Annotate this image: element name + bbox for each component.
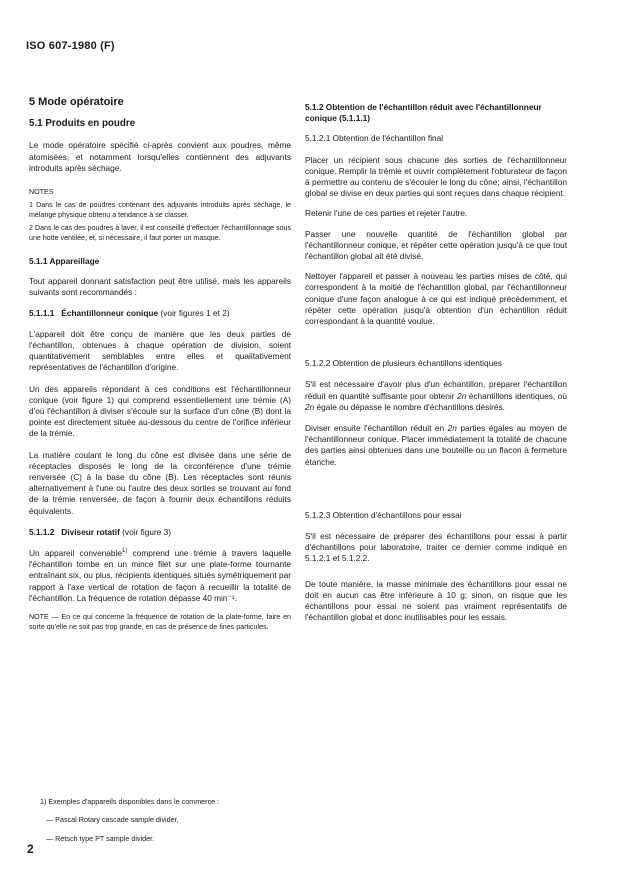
paragraph-divide — [305, 423, 567, 468]
section-5-1-1-2-heading — [29, 527, 291, 538]
note-rotation-text: NOTE — En ce qui concerne la fréquence de rotation de la plate-forme, faire en sorte qu'elle ne soit pas trop grande, en cas de présence de fines particules. — [29, 613, 291, 632]
paragraph-cone-description: Un des appareils répondant à ces conditions est l'échantillonneur conique (voir figure 1) qui comprend essentiellement une trémie (A) d'où l'échantillon à diviser s'écoule sur la surface d'un cône (B) dont la pointe est directement située au-dessous du centre de l'orifice inférieur de la trémie. — [29, 383, 291, 439]
notes-block — [29, 187, 291, 243]
document-header: ISO 607-1980 (F) — [26, 40, 115, 52]
q6-text-a: Diviser ensuite l'échantillon réduit en — [305, 423, 448, 434]
q5-var-2n-a: 2n — [457, 390, 467, 401]
notes-title: NOTES — [29, 188, 54, 197]
paragraph-rotary-divider — [29, 548, 291, 604]
q5-text-a: S'il est nécessaire d'avoir plus d'un échantillon, préparer l'échantillon réduit en quantité suffisante pour obtenir — [305, 379, 567, 401]
section-5-1-1-2-number: 5.1.1.2 — [29, 526, 55, 537]
footnote-ref-1: 1) — [122, 548, 128, 555]
paragraph-repeat: Passer une nouvelle quantité de l'échantillon global par l'échantillonneur conique, et répéter cette opération jusqu'à ce que tout l'échantillon global ait été divisé. — [305, 228, 567, 262]
paragraph-retain: Retenir l'une de ces parties et rejeter l'autre. — [305, 208, 468, 219]
paragraph-minimum-mass: De toute manière, la masse minimale des échantillons pour essai ne doit en aucun cas être inférieure à 10 g; sinon, on risque que les échantillons pour essai ne soient pas vraiment représentatifs de l'échantillon global et donc inutilisables pour les essais. — [305, 578, 567, 623]
right-column — [305, 102, 567, 624]
paragraph-test-samples: S'il est nécessaire de préparer des échantillons pour essai à partir d'échantillons pour laboratoire, traiter ce dernier comme indiqué en 5.1.2.1 et 5.1.2.2. — [305, 531, 567, 564]
rotary-text-end: comprend une trémie à travers laquelle l'échantillon tombe en un mince filet sur une plate-forme tournante entraînant six, ou plus, récipients identiques situés symétriquement par rapport à l'axe vertical de rotation de façon à recueillir la totalité de l'échantillon. La fréquence de rotation dépasse 40 min⁻¹. — [29, 548, 291, 603]
section-5-1-heading: 5.1 Produits en poudre — [29, 118, 136, 130]
footnote-item-2: — Retsch type PT sample divider. — [46, 834, 155, 843]
section-5-1-1-2-ref: (voir figure 3) — [122, 526, 172, 537]
paragraph-place-recipient: Placer un récipient sous chacune des sorties de l'échantillonneur conique. Remplir la trémie et ouvrir complètement l'obturateur de façon à permettre au contenu de s'écouler le long du cône; ainsi, l'échantillon global se divise en deux parties qui sont reçues dans chaque récipient. — [305, 154, 567, 199]
section-5-1-1-1-title: Échantillonneur conique — [61, 307, 159, 318]
section-5-1-1-heading: 5.1.1 Appareillage — [29, 256, 100, 267]
footnote-item-1: — Pascal Rotary cascade sample divider, — [46, 815, 179, 824]
note-1: 1 Dans le cas de poudres contenant des adjuvants introduits après séchage, le mélange physique obtenu a tendance à se classer. — [29, 201, 291, 220]
paragraph-clean: Nettoyer l'appareil et passer à nouveau les parties mises de côté, qui correspondent à la moitié de l'échantillon global, par l'échantillonneur conique d'une façon analogue à ce qui est indiqué précédemment, et répéter cette opération jusqu'à obtention d'un échantillon réduit correspondant à la quantité voulue. — [305, 271, 567, 327]
paragraph-multiple-samples — [305, 379, 567, 413]
section-5-1-1-1-heading — [29, 308, 291, 319]
q5-text-c: égale ou dépasse le nombre d'échantillons désirés. — [314, 401, 505, 412]
paragraph-intro: Le mode opératoire spécifié ci-après convient aux poudres, même atomisées, et notamment lorsqu'elles contiennent des adjuvants introduits après séchage. — [29, 140, 291, 173]
note-2: 2 Dans le cas des poudres à laver, il est conseillé d'effectuer l'échantillonnage sous une hotte ventilée, et, si nécessaire, il faut porter un masque. — [29, 224, 291, 243]
section-5-1-2-3-heading: 5.1.2.3 Obtention d'échantillons pour essai — [305, 509, 462, 520]
q6-text-b: parties égales au moyen de l'échantillonneur conique. Placer immédiatement la totalité de chacune des parties ainsi obtenues dans une bouteille ou un flacon à fermeture étanche. — [305, 423, 567, 467]
paragraph-cone-design: L'appareil doit être conçu de manière que les deux parties de l'échantillon, obtenues à chaque opération de division, soient quantitativement semblables entre elles et qualitativement représentatives de l'échantillon d'origine. — [29, 328, 291, 373]
note-rotation — [29, 612, 291, 632]
paragraph-cone-receptacles: La matière coulant le long du cône est divisée dans une série de réceptacles disposés le long de la circonférence d'une trémie renversée (C) à la base du cône (B). Les réceptacles sont réunis alternativement à l'une ou l'autre des deux sorties se trouvant au fond de la trémie renversée, de façon à fournir deux échantillons réduits équivalents. — [29, 449, 291, 516]
section-5-1-1-2-title: Diviseur rotatif — [61, 526, 120, 537]
section-5-heading: 5 Mode opératoire — [29, 96, 124, 108]
q6-var-2n: 2n — [447, 423, 457, 434]
section-5-1-1-1-ref: (voir figures 1 et 2) — [160, 307, 230, 318]
page-number: 2 — [27, 842, 34, 856]
paragraph-appareillage: Tout appareil donnant satisfaction peut être utilisé, mais les appareils suivants sont recommandés : — [29, 276, 291, 298]
section-5-1-2-2-heading: 5.1.2.2 Obtention de plusieurs échantillons identiques — [305, 358, 502, 369]
left-column — [29, 97, 291, 632]
section-5-1-2-1-heading: 5.1.2.1 Obtention de l'échantillon final — [305, 133, 444, 144]
q5-text-b: échantillons identiques, où — [466, 390, 567, 401]
section-5-1-2-heading: 5.1.2 Obtention de l'échantillon réduit avec l'échantillonneur conique (5.1.1.1) — [305, 102, 542, 124]
q5-var-2n-b: 2n — [305, 401, 315, 412]
section-5-1-1-1-number: 5.1.1.1 — [29, 307, 55, 318]
footnote-title: 1) Exemples d'appareils disponibles dans le commerce : — [40, 797, 220, 806]
rotary-text-start: Un appareil convenable — [29, 548, 122, 559]
